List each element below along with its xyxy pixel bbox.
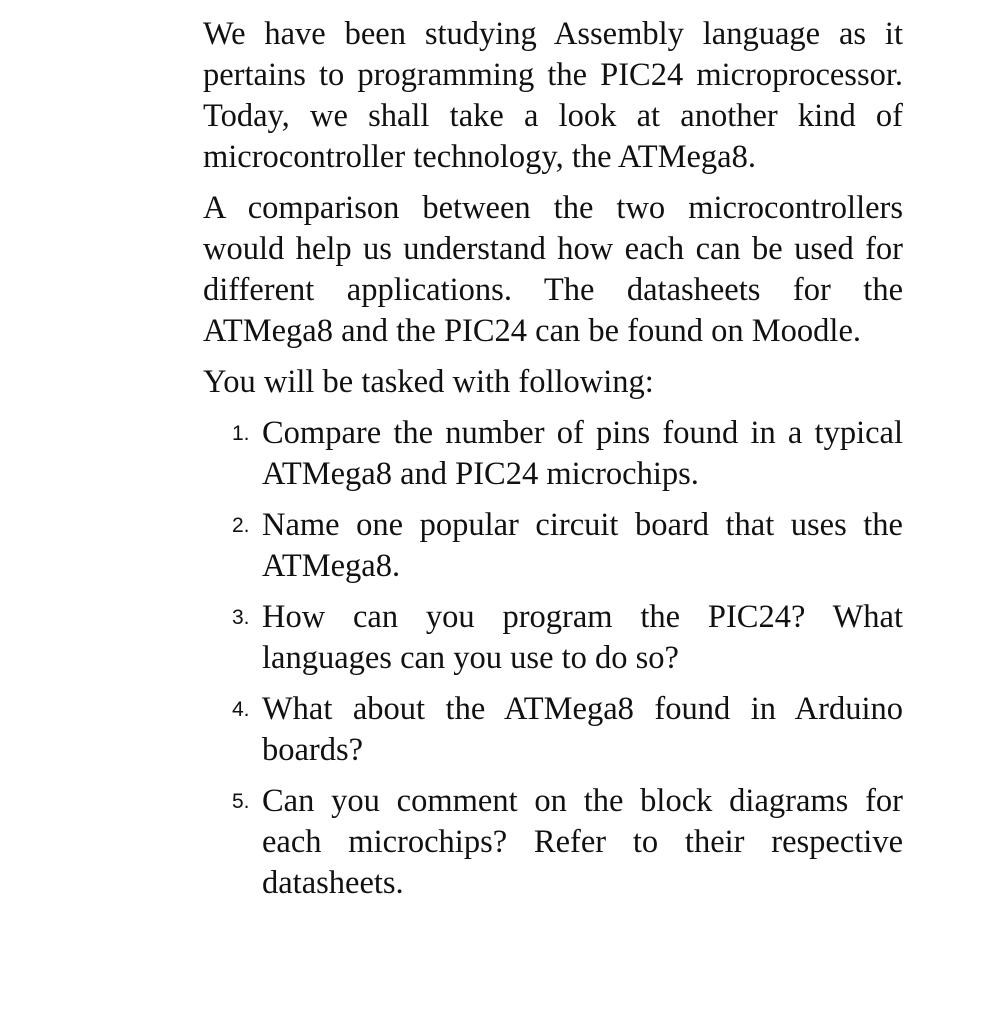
intro-paragraph: We have been studying Assembly language as it pertains to programming the PIC24 microprocessor. Today, we shall take a look at another kind of microcontroller technology, the ATMega8. xyxy=(203,16,903,175)
task-text: Can you comment on the block diagrams for each microchips? Refer to their respective datasheets. xyxy=(262,783,903,901)
comparison-paragraph: A comparison between the two microcontrollers would help us understand how each can be used for different applications. The datasheets for the ATMega8 and the PIC24 can be found on Moodle. xyxy=(203,190,903,349)
task-text: What about the ATMega8 found in Arduino boards? xyxy=(262,691,903,768)
task-list xyxy=(203,413,903,904)
task-number: 4. xyxy=(232,698,250,721)
task-item-5 xyxy=(203,781,903,904)
task-number: 3. xyxy=(232,606,250,629)
document-body xyxy=(203,14,903,914)
task-item-1 xyxy=(203,413,903,495)
task-number: 5. xyxy=(232,790,250,813)
task-text: Compare the number of pins found in a typical ATMega8 and PIC24 microchips. xyxy=(262,415,903,492)
task-item-3 xyxy=(203,597,903,679)
task-text: How can you program the PIC24? What languages can you use to do so? xyxy=(262,599,903,676)
task-number: 1. xyxy=(232,422,250,445)
task-item-4 xyxy=(203,689,903,771)
task-item-2 xyxy=(203,505,903,587)
task-number: 2. xyxy=(232,514,250,537)
task-text: Name one popular circuit board that uses the ATMega8. xyxy=(262,507,903,584)
task-intro: You will be tasked with following: xyxy=(203,364,654,400)
